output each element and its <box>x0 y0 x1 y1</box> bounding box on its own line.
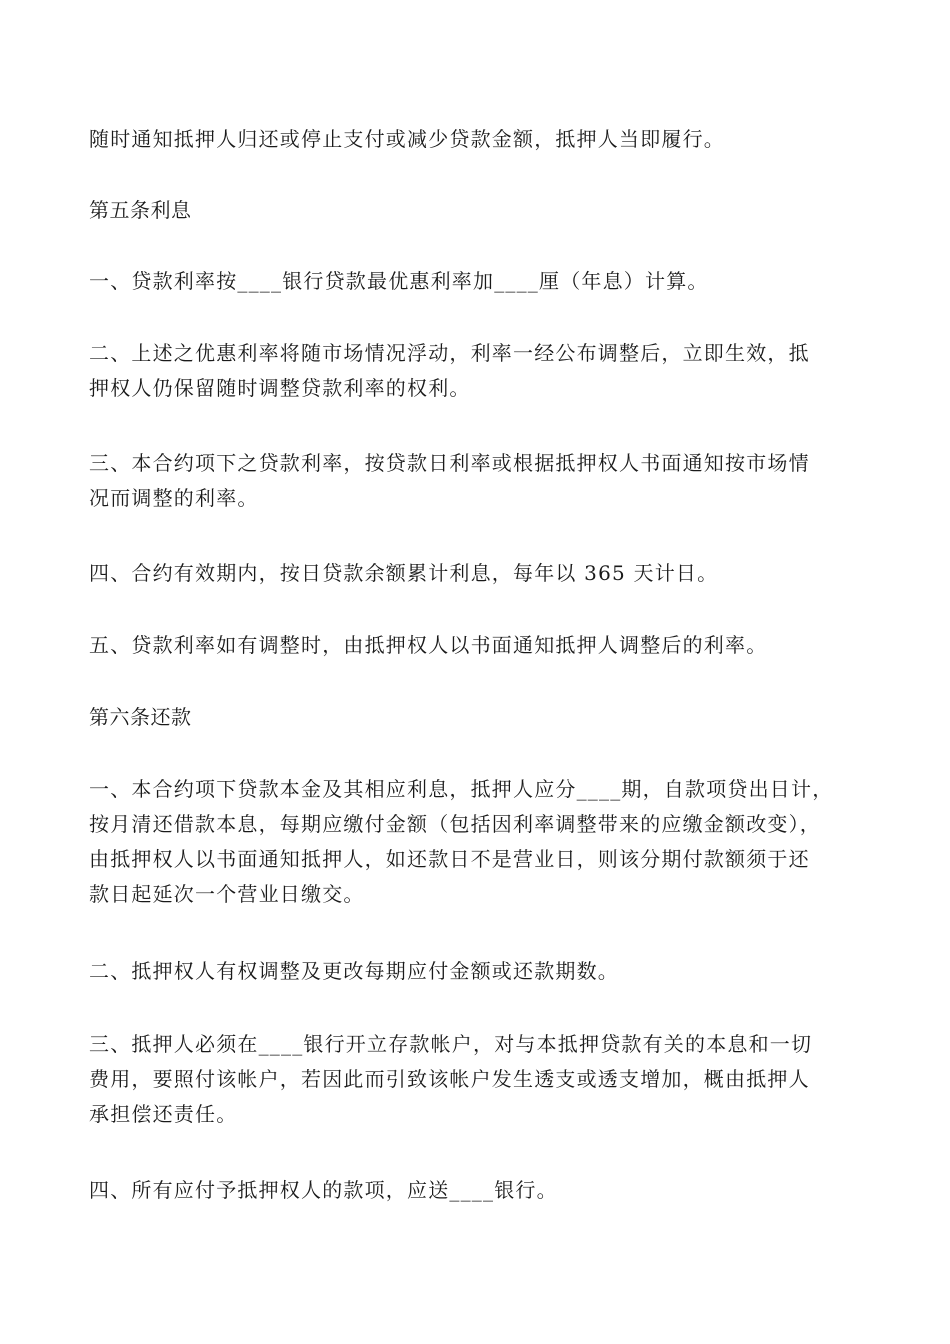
article-6-heading <box>89 700 864 735</box>
text-line: 费用，要照付该帐户，若因此而引致该帐户发生透支或透支增加，概由抵押人 <box>89 1067 810 1091</box>
text-line: 由抵押权人以书面通知抵押人，如还款日不是营业日，则该分期付款额须于还 <box>89 847 810 871</box>
paragraph-interest-rate-basis <box>89 264 864 299</box>
text-line: 二、上述之优惠利率将随市场情况浮动，利率一经公布调整后，立即生效，抵 <box>89 341 810 365</box>
text-line: 第六条还款 <box>89 705 192 729</box>
paragraph-deposit-account <box>89 1027 864 1132</box>
text-line: 承担偿还责任。 <box>89 1102 238 1126</box>
text-line: 四、合约有效期内，按日贷款余额累计利息，每年以 365 天计日。 <box>89 561 719 585</box>
paragraph-rate-adjustment-notice <box>89 628 864 663</box>
text-line: 款日起延次一个营业日缴交。 <box>89 882 365 906</box>
paragraph-daily-interest <box>89 556 864 591</box>
text-line: 按月清还借款本息，每期应缴付金额（包括因利率调整带来的应缴金额改变）， <box>89 812 821 836</box>
text-line: 押权人仍保留随时调整贷款利率的权利。 <box>89 376 471 400</box>
paragraph-adjust-installments <box>89 954 864 989</box>
text-line: 四、所有应付予抵押权人的款项，应送____银行。 <box>89 1178 558 1202</box>
text-line: 一、贷款利率按____银行贷款最优惠利率加____厘（年息）计算。 <box>89 269 709 293</box>
text-line: 第五条利息 <box>89 198 192 222</box>
paragraph-payment-bank <box>89 1173 864 1208</box>
text-line: 五、贷款利率如有调整时，由抵押权人以书面通知抵押人调整后的利率。 <box>89 633 768 657</box>
article-5-heading <box>89 193 864 228</box>
text-line: 三、本合约项下之贷款利率，按贷款日利率或根据抵押权人书面通知按市场情 <box>89 451 810 475</box>
text-line: 三、抵押人必须在____银行开立存款帐户，对与本抵押贷款有关的本息和一切 <box>89 1032 813 1056</box>
text-line: 二、抵押权人有权调整及更改每期应付金额或还款期数。 <box>89 959 619 983</box>
text-line: 况而调整的利率。 <box>89 486 259 510</box>
text-line: 一、本合约项下贷款本金及其相应利息，抵押人应分____期，自款项贷出日计， <box>89 777 834 801</box>
text-line: 随时通知抵押人归还或停止支付或减少贷款金额，抵押人当即履行。 <box>89 127 725 151</box>
paragraph-notice-repayment <box>89 122 864 157</box>
paragraph-rate-floating <box>89 336 864 406</box>
paragraph-contract-rate <box>89 446 864 516</box>
paragraph-installments <box>89 772 864 912</box>
